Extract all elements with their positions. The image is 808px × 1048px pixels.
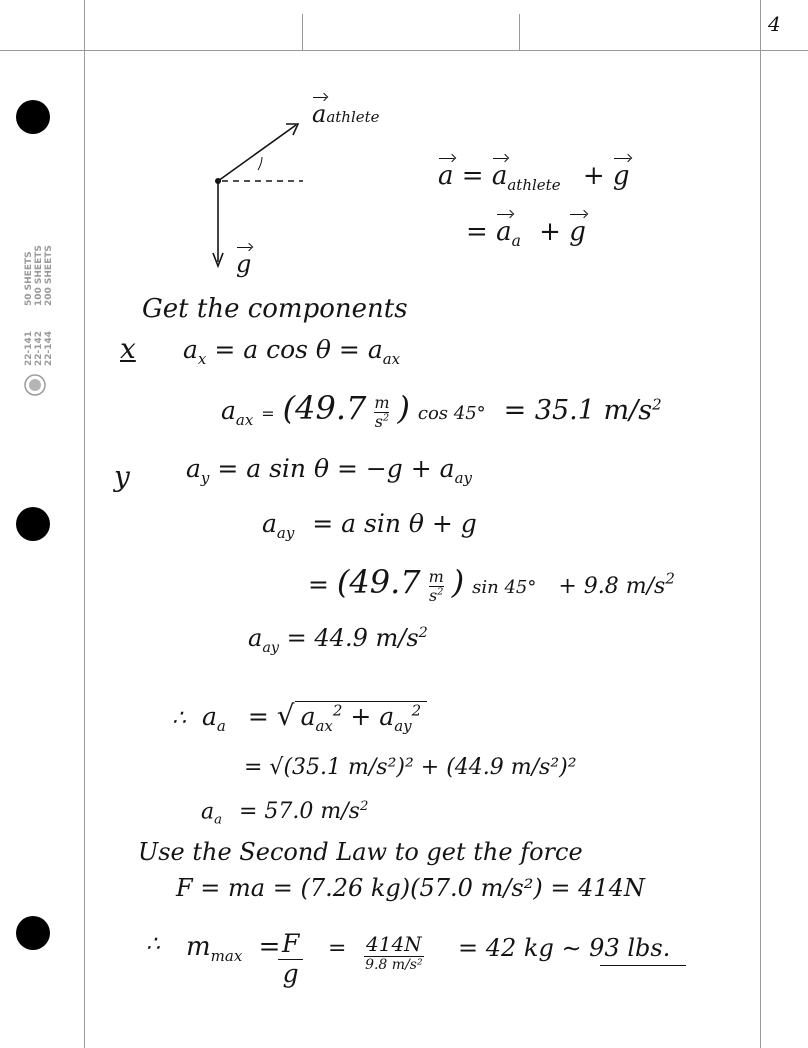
vector-sum-short: = $a_a + g$ [466, 217, 586, 251]
ax-equation: $a_x = a$ $\cos \theta = a_{ax}$ [183, 335, 401, 368]
second-law-heading: Use the Second Law to get the force [138, 838, 583, 866]
force-over-g-fraction: F g [278, 930, 303, 989]
final-answer: = 42 kg ∼ 93 lbs. [458, 934, 671, 962]
final-answer-underline [600, 965, 686, 966]
vector-sum-equation: $a = a_{athlete} + g$ [438, 161, 630, 195]
aay-result: $a_{ay} = 44.9$ $m/s^2$ [248, 624, 428, 656]
page-number: 4 [768, 12, 781, 36]
sheet-count-1: 50 SHEETS [24, 251, 34, 306]
magnitude-substitution: = √(35.1 m/s²)² + (44.9 m/s²)² [244, 755, 577, 780]
sheet-count-2: 100 SHEETS [34, 245, 44, 306]
y-label: y [114, 460, 130, 493]
force-equation: F = ma = (7.26 kg)(57.0 m/s²) = 414N [176, 874, 645, 902]
numeric-fraction: 414N 9.8 m/s² [365, 932, 423, 973]
x-label: x [120, 332, 136, 365]
a-athlete-label: aathlete [312, 100, 380, 128]
components-heading: Get the components [142, 294, 408, 324]
aay-value-equation: = (49.7 m $s^2$ ) sin 45° + 9.8 $m/s^2$ [308, 563, 675, 605]
therefore-symbol-1: ∴ [172, 706, 186, 731]
sheet-count-3: 200 SHEETS [44, 245, 54, 306]
sheet-code-1: 22-141 [24, 330, 34, 366]
max-mass-lhs: $m_{max}$ = [186, 932, 281, 966]
magnitude-equation: $a_a$ = √ $a_{ax}^2 + a_{ay}^2$ [202, 702, 427, 734]
equals-sign: = [328, 936, 347, 961]
aax-value-equation: $a_{ax} = (49.7$ m $s^2$ ) cos 45° = 35.1 $m/s^2$ [221, 389, 662, 431]
aay-equation: $a_{ay} = a$ sin θ + g [262, 509, 477, 542]
sheet-code-2: 22-142 [34, 330, 44, 366]
ay-equation: $a_y = a$ $\sin \theta = -g + a_{ay}$ [186, 454, 472, 487]
g-vector-label: g [236, 250, 252, 278]
magnitude-result: $a_a = 57.0$ $m/s^2$ [201, 799, 369, 828]
sheet-code-3: 22-144 [44, 330, 54, 366]
therefore-symbol-2: ∴ [146, 932, 160, 957]
